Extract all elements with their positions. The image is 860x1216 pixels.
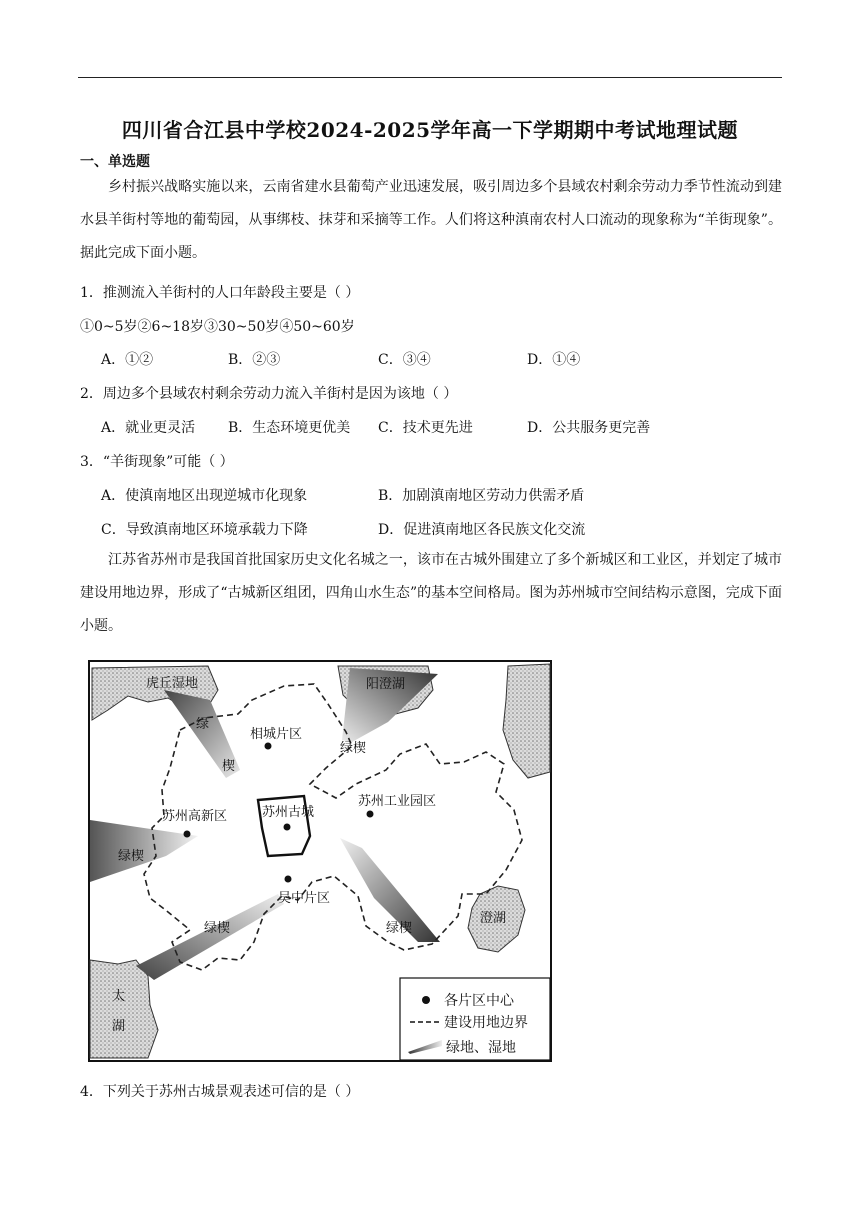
question-1-option-d[interactable]: D．①④ [527, 352, 581, 368]
section-heading: 一、单选题 [80, 154, 150, 170]
label-wedge-ne: 绿楔 [340, 741, 367, 756]
label-wedge-nw-1: 绿 [196, 717, 210, 732]
question-1-option-c[interactable]: C．③④ [378, 352, 431, 368]
gucheng-center [284, 824, 291, 831]
page-title: 四川省合江县中学校2024-2025学年高一下学期期中考试地理试题 [121, 118, 739, 142]
legend-center-label: 各片区中心 [444, 993, 514, 1009]
question-1-option-a[interactable]: A．①② [101, 352, 154, 368]
label-gongye: 苏州工业园区 [358, 794, 437, 809]
label-chenghu: 澄湖 [480, 911, 507, 926]
label-gucheng: 苏州古城 [262, 805, 315, 820]
question-2-option-d[interactable]: D．公共服务更完善 [527, 420, 651, 436]
label-taihu-2: 湖 [112, 1019, 126, 1034]
label-wedge-nw-2: 楔 [222, 759, 236, 774]
question-2-option-b[interactable]: B．生态环境更优美 [228, 420, 351, 436]
label-huqiu: 虎丘湿地 [146, 676, 199, 691]
label-wedge-se: 绿楔 [386, 921, 413, 936]
question-1-items: ①0~5岁②6~18岁③30~50岁④50~60岁 [80, 319, 355, 335]
label-wuzhong: 吴中片区 [278, 891, 331, 906]
question-1-option-b[interactable]: B．②③ [228, 352, 281, 368]
question-1-stem: 1．推测流入羊街村的人口年龄段主要是（ ） [80, 285, 360, 301]
passage-2-text: 江苏省苏州市是我国首批国家历史文化名城之一，该市在古城外围建立了多个新城区和工业区，并划定了城市建设用地边界，形成了“古城新区组团，四角山水生态”的基本空间格局。图为苏州城市空间结构示意图，完成下面小题。 [80, 552, 782, 634]
question-4-stem: 4．下列关于苏州古城景观表述可信的是（ ） [80, 1084, 360, 1100]
question-3-option-d[interactable]: D．促进滇南地区各民族文化交流 [378, 522, 586, 538]
question-3-option-b[interactable]: B．加剧滇南地区劳动力供需矛盾 [378, 488, 585, 504]
question-3-stem: 3．“羊街现象”可能（ ） [80, 454, 234, 470]
legend-green-label: 绿地、湿地 [446, 1040, 516, 1056]
label-wedge-w: 绿楔 [118, 849, 145, 864]
label-wedge-sw: 绿楔 [204, 921, 231, 936]
gongye-center [367, 811, 374, 818]
passage-1-text: 乡村振兴战略实施以来，云南省建水县葡萄产业迅速发展，吸引周边多个县域农村剩余劳动力季节性流动到建水县羊街村等地的葡萄园，从事绑枝、抹芽和采摘等工作。人们将这种滇南农村人口流动的现象称为“羊街现象”。据此完成下面小题。 [80, 179, 782, 261]
legend-boundary-label: 建设用地边界 [444, 1015, 528, 1031]
label-taihu-1: 太 [112, 989, 126, 1004]
legend-center-symbol [422, 996, 430, 1004]
map-svg [88, 660, 553, 1063]
wuzhong-center [285, 876, 292, 883]
question-3-option-c[interactable]: C．导致滇南地区环境承载力下降 [101, 522, 308, 538]
passage-1 [80, 171, 782, 270]
header-rule [78, 77, 782, 78]
label-gaoxin: 苏州高新区 [162, 809, 228, 824]
question-2-option-a[interactable]: A．就业更灵活 [101, 420, 196, 436]
label-yangcheng: 阳澄湖 [366, 677, 406, 692]
label-xiangcheng: 相城片区 [250, 727, 303, 742]
passage-2 [80, 544, 782, 643]
question-2-stem: 2．周边多个县域农村剩余劳动力流入羊街村是因为该地（ ） [80, 386, 458, 402]
xiangcheng-center [265, 743, 272, 750]
suzhou-structure-map [88, 660, 553, 1063]
question-3-option-a[interactable]: A．使滇南地区出现逆城市化现象 [101, 488, 308, 504]
gaoxin-center [184, 831, 191, 838]
question-2-option-c[interactable]: C．技术更先进 [378, 420, 473, 436]
